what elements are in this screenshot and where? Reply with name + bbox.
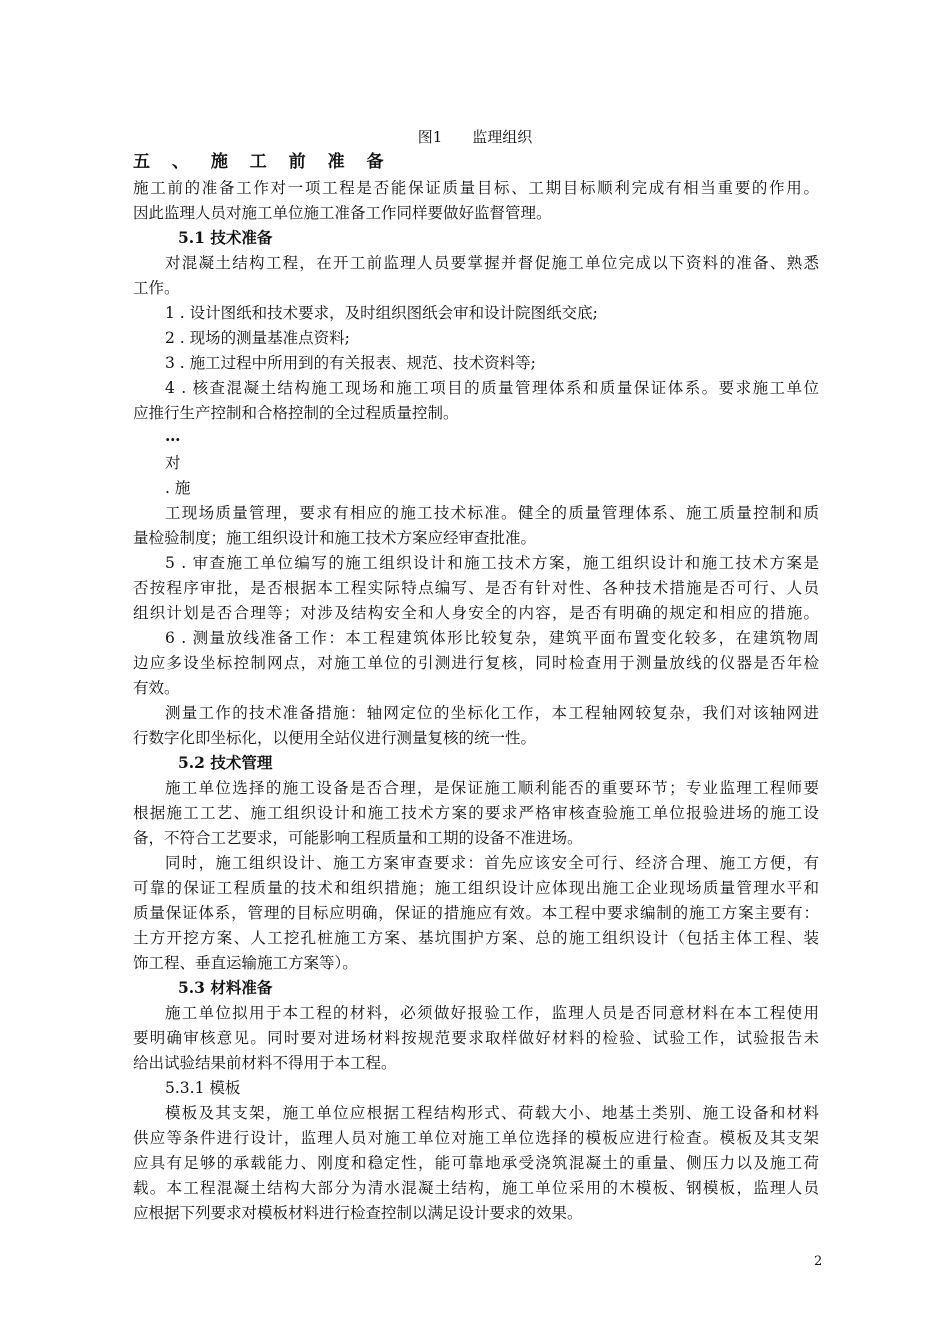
paragraph-line: 应根据下列要求对模板材料进行检查控制以满足设计要求的效果。 [133,1204,583,1222]
paragraph-line: 载。本工程混凝土结构大部分为清水混凝土结构，施工单位采用的木模板、钢模板，监理人员 [133,1179,819,1197]
paragraph-line: 测量工作的技术准备措施：轴网定位的坐标化工作，本工程轴网较复杂，我们对该轴网进 [165,704,819,722]
paragraph-line: 根据施工工艺、施工组织设计和施工技术方案的要求严格审核查验施工单位报验进场的施工设 [133,804,819,822]
subsection-title: 5.3.1 模板 [165,1079,241,1097]
section-heading: 五 、 施 工 前 准 备 [133,152,392,172]
paragraph-line: 土方开挖方案、人工挖孔桩施工方案、基坑围护方案、总的施工组织设计（包括主体工程、装 [133,929,819,947]
paragraph-line: 饰工程、垂直运输施工方案等）。 [133,954,358,972]
paragraph-line: 工现场质量管理，要求有相应的施工技术标准。健全的质量管理体系、施工质量控制和质 [165,504,819,522]
paragraph-line: 质量保证体系，管理的目标应明确，保证的措施应有效。本工程中要求编制的施工方案主要有： [133,904,819,922]
list-item: 4 . 核查混凝土结构施工现场和施工项目的质量管理体系和质量保证体系。要求施工单位 [165,379,819,397]
paragraph-line: 否按程序审批，是否根据本工程实际特点编写、是否有针对性、各种技术措施是否可行、人员 [133,579,819,597]
list-item: 2 . 现场的测量基准点资料; [165,329,350,347]
paragraph-line: 应推行生产控制和合格控制的全过程质量控制。 [133,404,459,422]
paragraph-line: 工作。 [133,279,180,297]
paragraph-line: 有效。 [133,679,180,697]
paragraph-line: 施工单位选择的施工设备是否合理，是保证施工顺利能否的重要环节；专业监理工程师要 [165,779,819,797]
list-item: 5 . 审查施工单位编写的施工组织设计和施工技术方案，施工组织设计和施工技术方案是 [165,554,819,572]
figure-caption: 图1 监理组织 [417,128,533,146]
paragraph-line: 应具有足够的承载能力、刚度和稳定性，能可靠地承受浇筑混凝土的重量、侧压力以及施工荷 [133,1154,819,1172]
paragraph-line: 同时，施工组织设计、施工方案审查要求：首先应该安全可行、经济合理、施工方便，有 [165,854,819,872]
page-number: 2 [814,1254,823,1269]
paragraph-line: 边应多设坐标控制网点，对施工单位的引测进行复核，同时检查用于测量放线的仪器是否年检 [133,654,819,672]
paragraph-line: 可靠的保证工程质量的技术和组织措施；施工组织设计应体现出施工企业现场质量管理水平和 [133,879,819,897]
paragraph-line: 因此监理人员对施工单位施工准备工作同样要做好监督管理。 [133,204,552,222]
paragraph-line: 供应等条件进行设计，监理人员对施工单位对施工单位选择的模板应进行检查。模板及其支架 [133,1129,819,1147]
paragraph-line: 施工单位拟用于本工程的材料，必须做好报验工作，监理人员是否同意材料在本工程使用 [165,1004,819,1022]
paragraph-line: 组织计划是否合理等；对涉及结构安全和人身安全的内容，是否有明确的规定和相应的措施。 [133,604,819,622]
paragraph-line: 量检验制度；施工组织设计和施工技术方案应经审查批准。 [133,529,537,547]
text-fragment: . 施 [165,479,191,497]
list-item: 6 . 测量放线准备工作：本工程建筑体形比较复杂，建筑平面布置变化较多，在建筑物周 [165,629,819,647]
paragraph-line: 要明确审核意见。同时要对进场材料按规范要求取样做好材料的检验、试验工作，试验报告未 [133,1029,819,1047]
paragraph-line: 施工前的准备工作对一项工程是否能保证质量目标、工期目标顺利完成有相当重要的作用。 [133,179,819,197]
text-fragment: 对 [165,454,181,472]
subsection-title: 5.1 技术准备 [178,228,273,247]
subsection-title: 5.3 材料准备 [178,978,273,997]
list-item: 1 . 设计图纸和技术要求，及时组织图纸会审和设计院图纸交底; [165,304,598,322]
paragraph-line: 备，不符合工艺要求，可能影响工程质量和工期的设备不准进场。 [133,829,583,847]
ellipsis: … [165,426,181,445]
paragraph-line: 给出试验结果前材料不得用于本工程。 [133,1054,397,1072]
list-item: 3 . 施工过程中所用到的有关报表、规范、技术资料等; [165,354,536,372]
subsection-title: 5.2 技术管理 [178,753,273,772]
paragraph-line: 模板及其支架，施工单位应根据工程结构形式、荷载大小、地基土类别、施工设备和材料 [165,1104,819,1122]
paragraph-line: 对混凝土结构工程，在开工前监理人员要掌握并督促施工单位完成以下资料的准备、熟悉 [165,254,819,272]
paragraph-line: 行数字化即坐标化，以便用全站仪进行测量复核的统一性。 [133,729,537,747]
